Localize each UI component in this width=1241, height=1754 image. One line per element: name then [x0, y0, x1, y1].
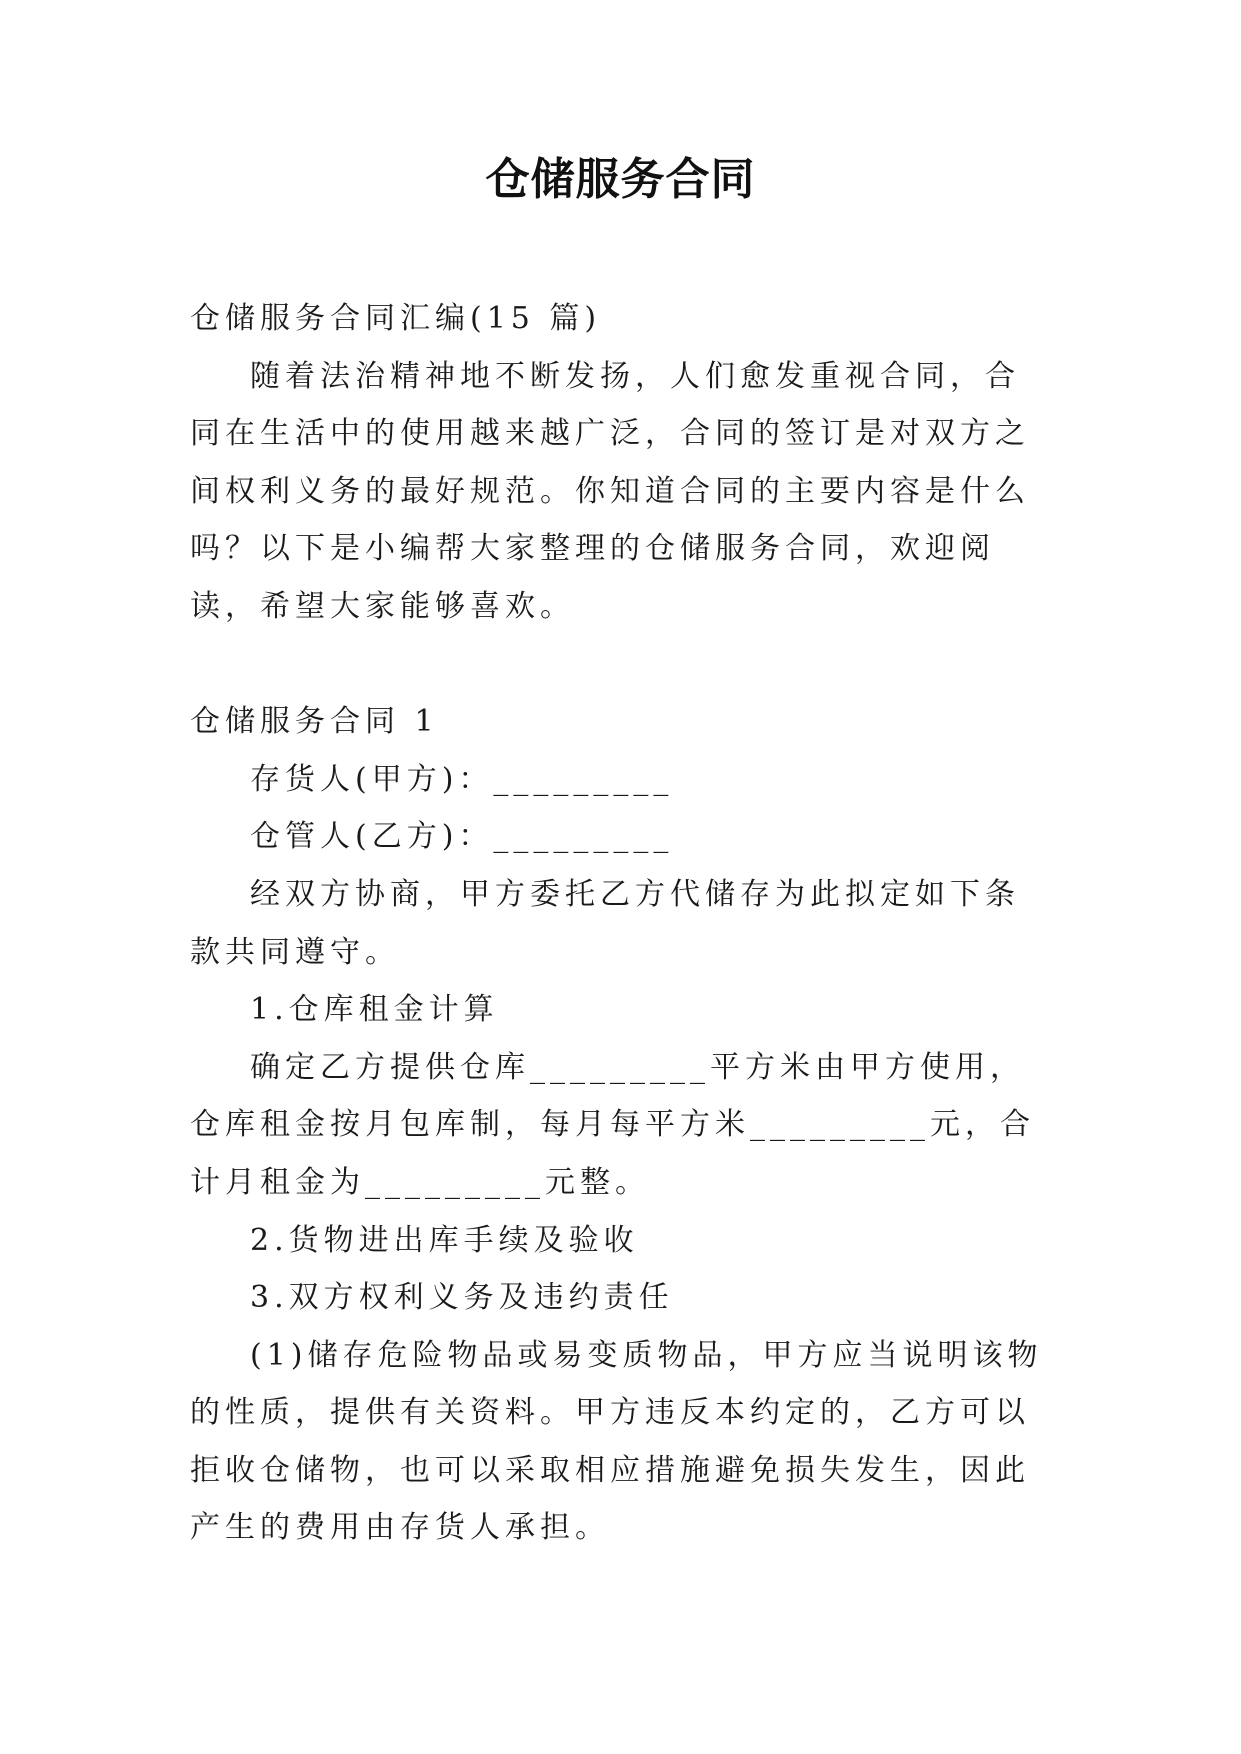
clause-3-heading: 3.双方权利义务及违约责任: [250, 1280, 674, 1316]
document-title: 仓储服务合同: [485, 154, 756, 205]
paragraph-spacer: [190, 636, 1052, 694]
intro-paragraph: 随着法治精神地不断发扬，人们愈发重视合同，合同在生活中的使用越来越广泛，合同的签订是对双方之间权利义务的最好规范。你知道合同的主要内容是什么吗？以下是小编帮大家整理的仓储服务合同，欢迎阅读，希望大家能够喜欢。: [190, 358, 1030, 624]
clause-1-text: 确定乙方提供仓库_________平方米由甲方使用，仓库租金按月包库制，每月每平方米_________元，合计月租金为_________元整。: [190, 1049, 1035, 1200]
clause-2-heading: 2.货物进出库手续及验收: [250, 1222, 639, 1258]
contract-heading: 仓储服务合同 1: [190, 704, 439, 740]
party-b-line: 仓管人(乙方)：_________: [250, 819, 674, 855]
clause-3-item-1: (1)储存危险物品或易变质物品，甲方应当说明该物的性质，提供有关资料。甲方违反本约定的，乙方可以拒收仓储物，也可以采取相应措施避免损失发生，因此产生的费用由存货人承担。: [190, 1337, 1043, 1546]
party-a-line: 存货人(甲方)：_________: [250, 761, 674, 797]
document-body: [190, 290, 1052, 1557]
agreement-paragraph: 经双方协商，甲方委托乙方代储存为此拟定如下条款共同遵守。: [190, 876, 1020, 970]
clause-1-heading: 1.仓库租金计算: [250, 992, 499, 1028]
compilation-title: 仓储服务合同汇编(15 篇): [190, 301, 602, 336]
